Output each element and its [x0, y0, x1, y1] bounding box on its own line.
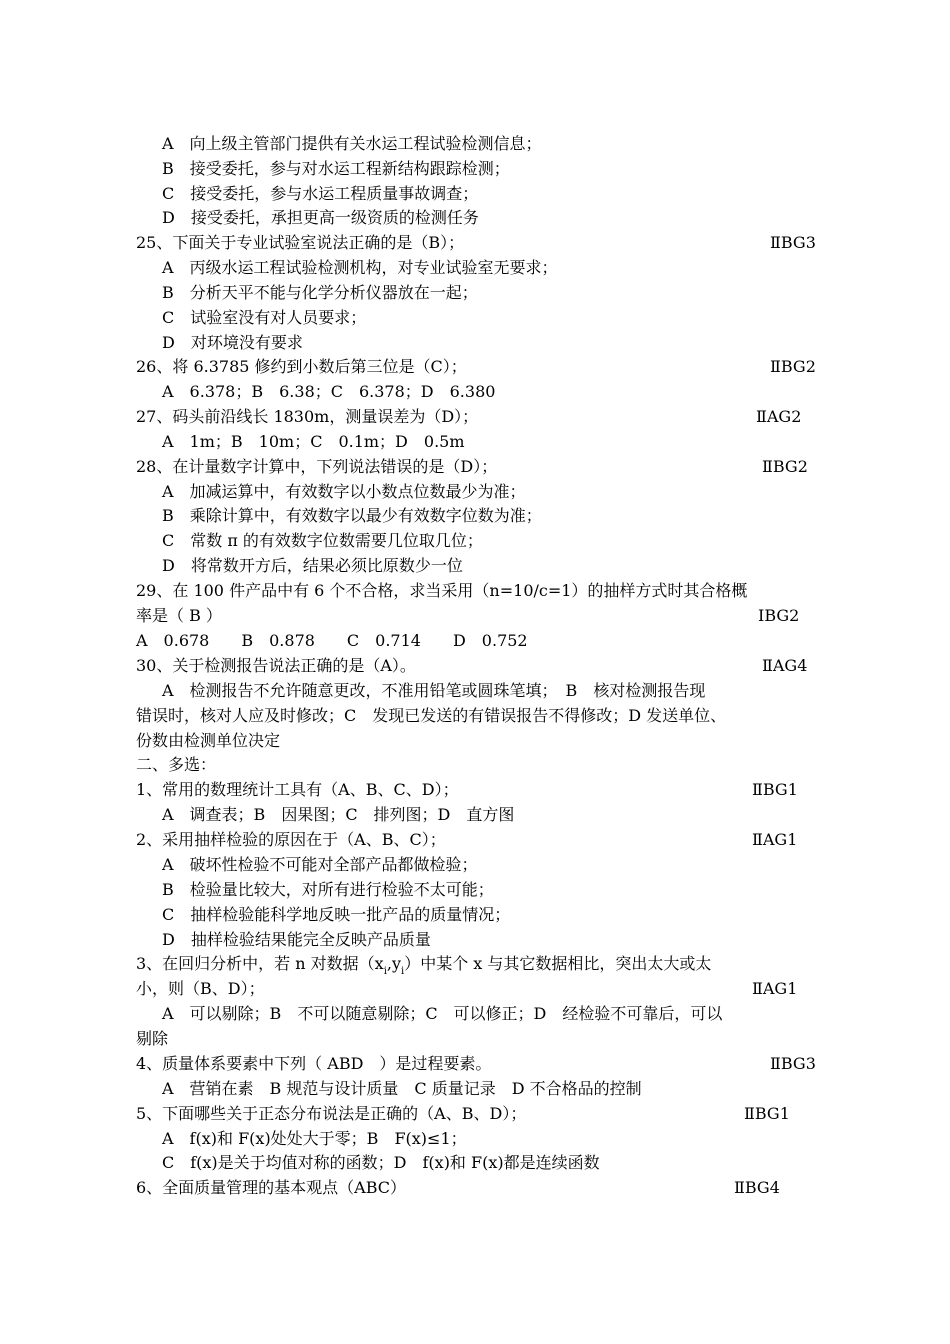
- option-line: [0, 729, 950, 753]
- option-text: B 接受委托，参与对水运工程新结构跟踪检测；: [162, 159, 510, 178]
- option-line: [0, 480, 950, 504]
- option-line: [0, 629, 950, 653]
- option-line: [0, 704, 950, 728]
- question-line: [0, 828, 950, 852]
- option-text: A 6.378；B 6.38；C 6.378；D 6.380: [162, 382, 496, 401]
- subscript-i: i: [401, 966, 405, 977]
- question-line: [0, 1102, 950, 1126]
- question-text: 1、常用的数理统计工具有（A、B、C、D）；: [136, 780, 459, 799]
- option-line: [0, 1002, 950, 1026]
- option-line: [0, 903, 950, 927]
- question-text-part: ,y: [386, 954, 402, 973]
- option-text: B 乘除计算中，有效数字以最少有效数字位数为准；: [162, 506, 542, 525]
- section-heading-text: 二、多选：: [136, 755, 217, 774]
- option-text: 份数由检测单位决定: [136, 731, 281, 750]
- question-line: [0, 231, 950, 255]
- question-text: 4、质量体系要素中下列（ ABD ）是过程要素。: [136, 1054, 492, 1073]
- question-line: [0, 579, 950, 603]
- question-line: [0, 604, 950, 628]
- question-code: ⅡAG1: [752, 979, 798, 998]
- option-text: A 丙级水运工程试验检测机构，对专业试验室无要求；: [162, 258, 558, 277]
- option-text: C 接受委托，参与水运工程质量事故调查；: [162, 184, 479, 203]
- option-text: D 抽样检验结果能完全反映产品质量: [162, 930, 431, 949]
- option-line: [0, 1127, 950, 1151]
- question-line: [0, 1176, 950, 1200]
- option-line: [0, 157, 950, 181]
- option-line: [0, 1151, 950, 1175]
- question-code: ⅡBG4: [734, 1178, 780, 1197]
- option-line: [0, 1077, 950, 1101]
- option-text: A 营销在素 B 规范与设计质量 C 质量记录 D 不合格品的控制: [162, 1079, 642, 1098]
- option-text: B 检验量比较大，对所有进行检验不太可能；: [162, 880, 494, 899]
- question-code: ⅡBG1: [752, 780, 798, 799]
- question-text: 小，则（B、D）；: [136, 979, 265, 998]
- question-text: 率是（ B ）: [136, 606, 222, 625]
- option-line: [0, 928, 950, 952]
- option-text: D 接受委托，承担更高一级资质的检测任务: [162, 208, 479, 227]
- question-code: ⅡAG2: [756, 407, 802, 426]
- option-line: [0, 679, 950, 703]
- option-line: [0, 554, 950, 578]
- option-text: D 对环境没有要求: [162, 333, 303, 352]
- section-heading: [0, 753, 950, 777]
- option-line: [0, 878, 950, 902]
- option-text: C 试验室没有对人员要求；: [162, 308, 367, 327]
- question-text: 29、在 100 件产品中有 6 个不合格，求当采用（n=10/c=1）的抽样方式时其合格概: [136, 581, 748, 600]
- question-text: 25、下面关于专业试验室说法正确的是（B）；: [136, 233, 465, 252]
- option-text: A 向上级主管部门提供有关水运工程试验检测信息；: [162, 134, 542, 153]
- option-line: [0, 206, 950, 230]
- option-line: [0, 803, 950, 827]
- question-text: 30、关于检测报告说法正确的是（A）。: [136, 656, 416, 675]
- question-line: [0, 405, 950, 429]
- question-line: [0, 355, 950, 379]
- option-line: [0, 1027, 950, 1051]
- question-text: 27、码头前沿线长 1830m，测量误差为（D）；: [136, 407, 479, 426]
- question-line: [0, 1052, 950, 1076]
- question-text-part: 3、在回归分析中，若 n 对数据（x: [136, 954, 384, 973]
- option-text: A 0.678 B 0.878 C 0.714 D 0.752: [136, 631, 528, 650]
- question-code: ⅡBG1: [744, 1104, 790, 1123]
- option-line: [0, 853, 950, 877]
- question-code: ⅡAG1: [752, 830, 798, 849]
- option-line: [0, 182, 950, 206]
- question-code: ⅡBG2: [770, 357, 816, 376]
- option-text: A 可以剔除；B 不可以随意剔除；C 可以修正；D 经检验不可靠后，可以: [162, 1004, 723, 1023]
- question-text: 6、全面质量管理的基本观点（ABC）: [136, 1178, 407, 1197]
- option-text: 错误时，核对人应及时修改；C 发现已发送的有错误报告不得修改；D 发送单位、: [136, 706, 727, 725]
- subscript-i: i: [383, 966, 387, 977]
- option-text: C 常数 π 的有效数字位数需要几位取几位；: [162, 531, 483, 550]
- question-line: [0, 654, 950, 678]
- option-line: [0, 132, 950, 156]
- question-code: ⅡAG4: [762, 656, 808, 675]
- question-text: 2、采用抽样检验的原因在于（A、B、C）；: [136, 830, 446, 849]
- question-code: ⅠBG2: [758, 606, 800, 625]
- option-line: [0, 529, 950, 553]
- option-line: [0, 380, 950, 404]
- option-line: [0, 281, 950, 305]
- question-text: 26、将 6.3785 修约到小数后第三位是（C）；: [136, 357, 467, 376]
- question-text: 28、在计量数字计算中，下列说法错误的是（D）；: [136, 457, 498, 476]
- option-text: A 检测报告不允许随意更改，不准用铅笔或圆珠笔填； B 核对检测报告现: [162, 681, 706, 700]
- question-line: [0, 455, 950, 479]
- option-text: C 抽样检验能科学地反映一批产品的质量情况；: [162, 905, 511, 924]
- option-text: A 加减运算中，有效数字以小数点位数最少为准；: [162, 482, 526, 501]
- option-line: [0, 430, 950, 454]
- question-text-part: ）中某个 x 与其它数据相比，突出太大或太: [404, 954, 712, 973]
- option-text: A 破坏性检验不可能对全部产品都做检验；: [162, 855, 478, 874]
- option-line: [0, 331, 950, 355]
- question-text: [136, 952, 711, 979]
- question-line: [0, 952, 950, 976]
- option-text: 剔除: [136, 1029, 169, 1048]
- option-line: [0, 306, 950, 330]
- question-code: ⅡBG3: [770, 1054, 816, 1073]
- option-text: A 调查表；B 因果图；C 排列图；D 直方图: [162, 805, 515, 824]
- option-line: [0, 504, 950, 528]
- question-text: 5、下面哪些关于正态分布说法是正确的（A、B、D）；: [136, 1104, 527, 1123]
- option-text: B 分析天平不能与化学分析仪器放在一起；: [162, 283, 478, 302]
- question-code: ⅡBG2: [762, 457, 808, 476]
- option-text: D 将常数开方后，结果必须比原数少一位: [162, 556, 463, 575]
- option-line: [0, 256, 950, 280]
- question-line: [0, 778, 950, 802]
- question-code: ⅡBG3: [770, 233, 816, 252]
- option-text: A 1m；B 10m；C 0.1m；D 0.5m: [162, 432, 465, 451]
- option-text: A f(x)和 F(x)处处大于零；B F(x)≤1；: [162, 1129, 467, 1148]
- option-text: C f(x)是关于均值对称的函数；D f(x)和 F(x)都是连续函数: [162, 1153, 600, 1172]
- question-line: [0, 977, 950, 1001]
